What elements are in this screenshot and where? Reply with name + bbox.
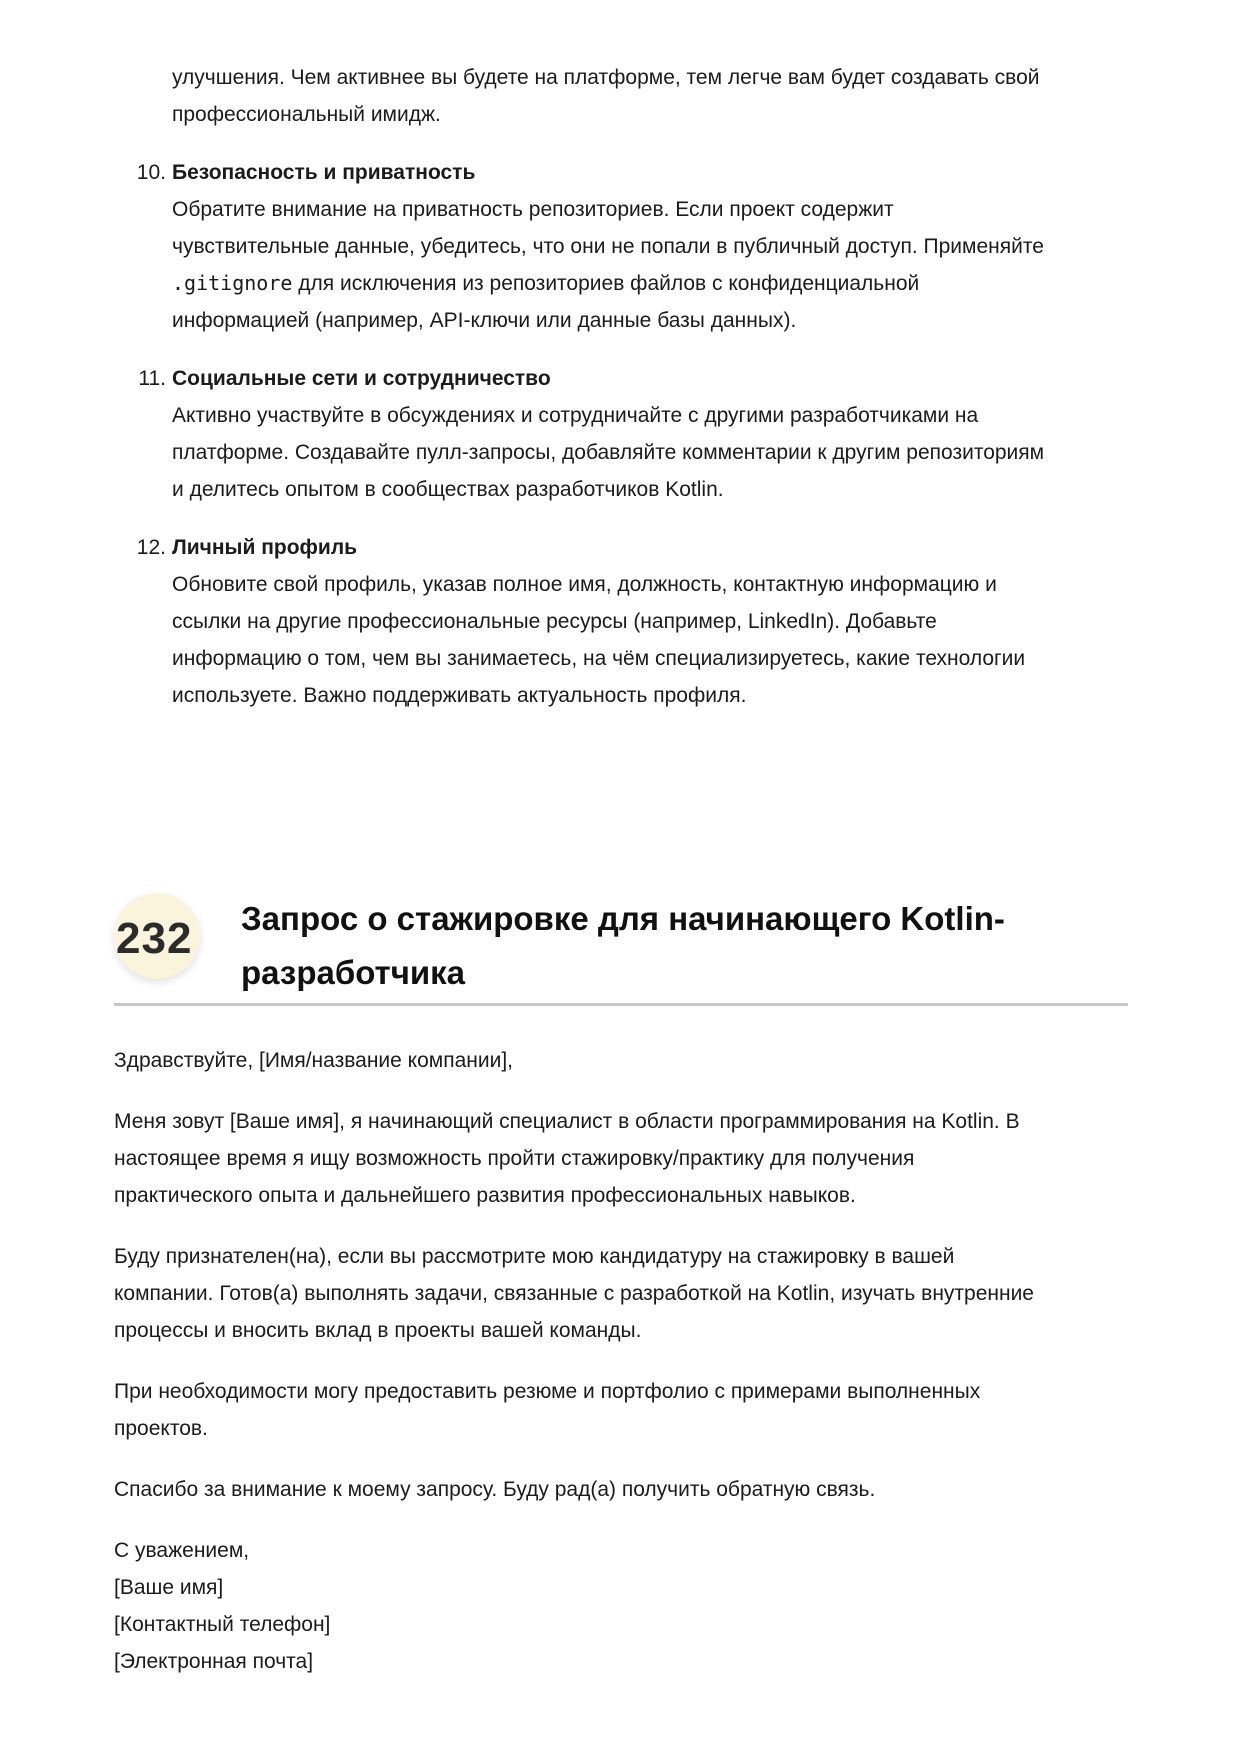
section-divider: [114, 1003, 1128, 1006]
text-line: компании. Готов(а) выполнять задачи, связанные с разработкой на Kotlin, изучать внутренние: [114, 1282, 1034, 1305]
text-line: Спасибо за внимание к моему запросу. Буду рад(а) получить обратную связь.: [114, 1478, 876, 1501]
inline-code: .gitignore: [172, 271, 293, 295]
text-line: информацией (например, API-ключи или данные базы данных).: [172, 309, 797, 332]
section-title-line: Запрос о стажировке для начинающего Kotlin-: [241, 900, 1005, 937]
item-body: [172, 397, 1132, 508]
text-line: практического опыта и дальнейшего развития профессиональных навыков.: [114, 1184, 856, 1207]
signature-line: [Электронная почта]: [114, 1650, 314, 1673]
text-line: Меня зовут [Ваше имя], я начинающий специалист в области программирования на Kotlin. В: [114, 1110, 1020, 1133]
text-line: ссылки на другие профессиональные ресурсы (например, LinkedIn). Добавьте: [172, 610, 937, 633]
list-item-continuation: [0, 59, 1132, 133]
text-line: и делитесь опытом в сообществах разработчиков Kotlin.: [172, 478, 724, 501]
text-line: платформе. Создавайте пулл-запросы, добавляйте комментарии к другим репозиториям: [172, 441, 1045, 464]
item-number: 10.: [136, 161, 166, 184]
letter-greeting: Здравствуйте, [Имя/название компании],: [114, 1049, 513, 1072]
signature-line: С уважением,: [114, 1539, 250, 1562]
text-line: Обновите свой профиль, указав полное имя, должность, контактную информацию и: [172, 573, 997, 596]
text-line: настоящее время я ищу возможность пройти стажировку/практику для получения: [114, 1147, 915, 1170]
section-title: [241, 892, 1101, 1000]
text-fragment: для исключения из репозиториев файлов с конфиденциальной: [292, 272, 920, 295]
text-line: процессы и вносить вклад в проекты вашей команды.: [114, 1319, 642, 1342]
item-title: Социальные сети и сотрудничество: [172, 367, 551, 390]
item-body: [172, 566, 1132, 714]
letter-paragraph: [114, 1373, 1134, 1447]
text-line: чувствительные данные, убедитесь, что они не попали в публичный доступ. Применяйте: [172, 235, 1044, 258]
tips-list: [0, 59, 1239, 714]
letter-paragraph: [114, 1103, 1134, 1214]
letter-body: [114, 1042, 1134, 1680]
item-number: 12.: [136, 536, 166, 559]
list-item-profile: [0, 529, 1132, 714]
text-line: Буду признателен(на), если вы рассмотрите мою кандидатуру на стажировку в вашей: [114, 1245, 955, 1268]
item-body: [172, 191, 1132, 339]
item-title: Безопасность и приватность: [172, 161, 476, 184]
letter-paragraph: [114, 1471, 1134, 1508]
item-number: 11.: [138, 367, 166, 390]
signature-line: [Контактный телефон]: [114, 1613, 331, 1636]
text-line: улучшения. Чем активнее вы будете на платформе, тем легче вам будет создавать свой: [172, 66, 1040, 89]
signature-line: [Ваше имя]: [114, 1576, 224, 1599]
text-line: Активно участвуйте в обсуждениях и сотрудничайте с другими разработчиками на: [172, 404, 979, 427]
text-line: используете. Важно поддерживать актуальность профиля.: [172, 684, 747, 707]
section-number: 232: [116, 914, 193, 963]
list-item-security: [0, 154, 1132, 339]
text-line: профессиональный имидж.: [172, 103, 441, 126]
section-title-line: разработчика: [241, 954, 466, 991]
text-line: проектов.: [114, 1417, 208, 1440]
text-line: [172, 265, 1132, 302]
item-title: Личный профиль: [172, 536, 358, 559]
text-line: Обратите внимание на приватность репозиториев. Если проект содержит: [172, 198, 894, 221]
text-line: При необходимости могу предоставить резюме и портфолио с примерами выполненных: [114, 1380, 981, 1403]
list-item-social: [0, 360, 1132, 508]
letter-paragraph: [114, 1238, 1134, 1349]
section-heading: [114, 884, 1128, 1006]
text-line: информацию о том, чем вы занимаетесь, на чём специализируетесь, какие технологии: [172, 647, 1026, 670]
letter-signature: [114, 1532, 1134, 1680]
